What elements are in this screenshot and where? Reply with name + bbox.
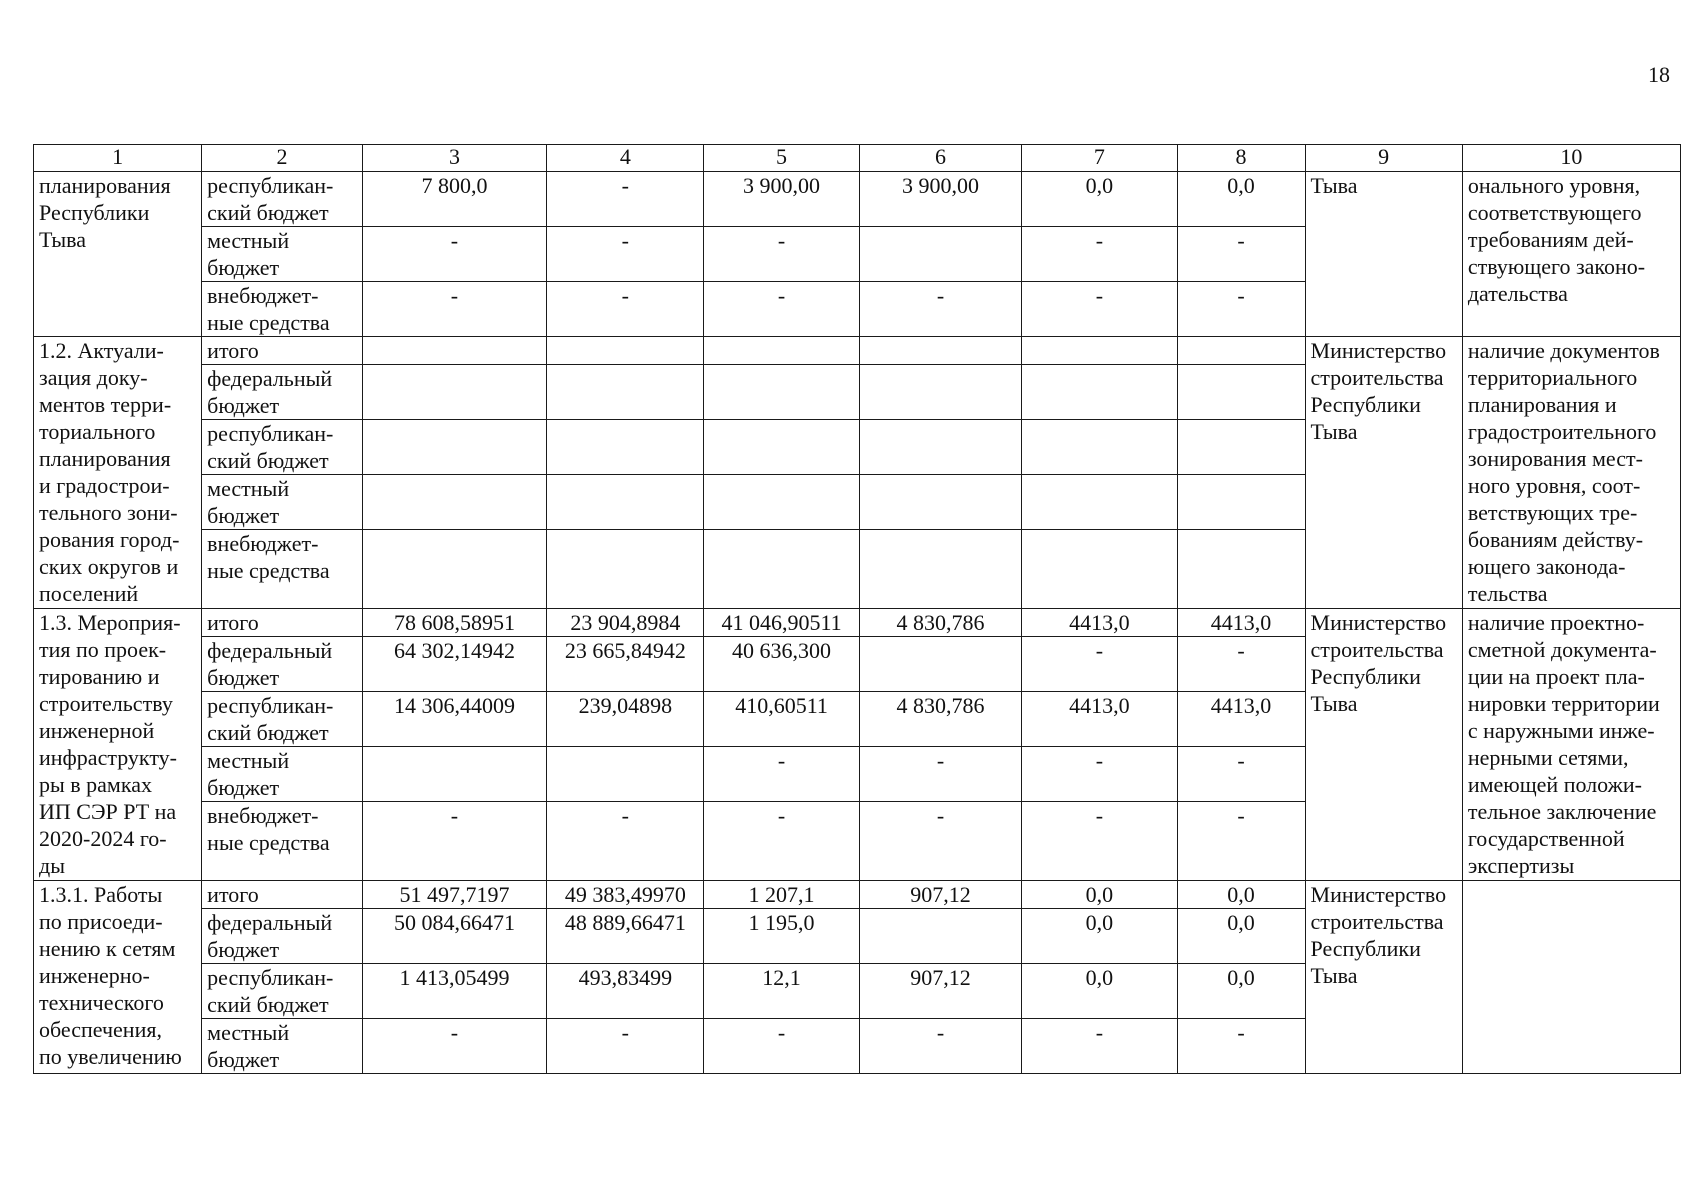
amount-cell: 4 830,786: [859, 609, 1022, 637]
table-row: [34, 881, 1681, 909]
amount-cell: -: [362, 1019, 546, 1074]
amount-cell: -: [1022, 637, 1177, 692]
table-body: [34, 145, 1681, 1074]
amount-cell: [859, 530, 1022, 609]
amount-cell: 0,0: [1022, 909, 1177, 964]
amount-cell: [859, 909, 1022, 964]
amount-cell: 0,0: [1022, 172, 1177, 227]
amount-cell: [859, 637, 1022, 692]
amount-cell: 41 046,90511: [704, 609, 859, 637]
amount-cell: 51 497,7197: [362, 881, 546, 909]
amount-cell: 23 904,8984: [547, 609, 704, 637]
funding-source-cell: внебюджет- ные средства: [202, 802, 363, 881]
amount-cell: [704, 530, 859, 609]
amount-cell: [1022, 420, 1177, 475]
amount-cell: [1177, 420, 1305, 475]
amount-cell: 64 302,14942: [362, 637, 546, 692]
funding-source-cell: федеральный бюджет: [202, 909, 363, 964]
amount-cell: -: [362, 802, 546, 881]
amount-cell: -: [704, 227, 859, 282]
amount-cell: -: [1177, 637, 1305, 692]
amount-cell: [362, 475, 546, 530]
amount-cell: -: [859, 1019, 1022, 1074]
amount-cell: -: [547, 802, 704, 881]
amount-cell: -: [1022, 282, 1177, 337]
amount-cell: -: [704, 802, 859, 881]
amount-cell: -: [1022, 802, 1177, 881]
amount-cell: 48 889,66471: [547, 909, 704, 964]
header-cell: 1: [34, 145, 202, 172]
amount-cell: 907,12: [859, 964, 1022, 1019]
amount-cell: [547, 337, 704, 365]
amount-cell: [362, 747, 546, 802]
amount-cell: -: [547, 282, 704, 337]
amount-cell: 14 306,44009: [362, 692, 546, 747]
amount-cell: [1022, 337, 1177, 365]
amount-cell: [704, 337, 859, 365]
header-cell: 7: [1022, 145, 1177, 172]
table-row: [34, 337, 1681, 365]
amount-cell: [859, 337, 1022, 365]
header-cell: 5: [704, 145, 859, 172]
amount-cell: 4413,0: [1022, 692, 1177, 747]
amount-cell: -: [547, 227, 704, 282]
funding-source-cell: местный бюджет: [202, 475, 363, 530]
amount-cell: -: [1177, 282, 1305, 337]
amount-cell: 4413,0: [1177, 609, 1305, 637]
amount-cell: -: [1177, 747, 1305, 802]
amount-cell: 3 900,00: [859, 172, 1022, 227]
amount-cell: -: [547, 1019, 704, 1074]
funding-source-cell: федеральный бюджет: [202, 365, 363, 420]
amount-cell: -: [1177, 1019, 1305, 1074]
funding-source-cell: республикан- ский бюджет: [202, 172, 363, 227]
amount-cell: -: [859, 747, 1022, 802]
amount-cell: 239,04898: [547, 692, 704, 747]
amount-cell: [1022, 475, 1177, 530]
amount-cell: [704, 475, 859, 530]
funding-source-cell: местный бюджет: [202, 227, 363, 282]
amount-cell: [704, 420, 859, 475]
amount-cell: [1177, 475, 1305, 530]
amount-cell: 907,12: [859, 881, 1022, 909]
amount-cell: [859, 420, 1022, 475]
amount-cell: [859, 475, 1022, 530]
result-cell: наличие проектно- сметной документа- ции на проект пла- нировки территории с наружными инже- нерными сетями, имеющей положи- тельное заключение государственной экспертизы: [1462, 609, 1680, 881]
amount-cell: -: [362, 227, 546, 282]
funding-source-cell: республикан- ский бюджет: [202, 420, 363, 475]
amount-cell: 78 608,58951: [362, 609, 546, 637]
amount-cell: [362, 337, 546, 365]
funding-source-cell: итого: [202, 337, 363, 365]
amount-cell: [547, 420, 704, 475]
amount-cell: 3 900,00: [704, 172, 859, 227]
amount-cell: 0,0: [1177, 909, 1305, 964]
amount-cell: 40 636,300: [704, 637, 859, 692]
header-cell: 9: [1305, 145, 1462, 172]
amount-cell: [362, 530, 546, 609]
amount-cell: [547, 475, 704, 530]
header-cell: 4: [547, 145, 704, 172]
executor-cell: Министерство строительства Республики Тыва: [1305, 881, 1462, 1074]
activity-name-cell: 1.3. Мероприя- тия по проек- тированию и строительству инженерной инфраструкту- ры в рамках ИП СЭР РТ на 2020-2024 го- ды: [34, 609, 202, 881]
amount-cell: -: [1177, 227, 1305, 282]
executor-cell: Министерство строительства Республики Тыва: [1305, 609, 1462, 881]
funding-source-cell: внебюджет- ные средства: [202, 530, 363, 609]
amount-cell: [1177, 365, 1305, 420]
funding-source-cell: местный бюджет: [202, 1019, 363, 1074]
amount-cell: [1177, 337, 1305, 365]
executor-cell: Тыва: [1305, 172, 1462, 337]
amount-cell: 0,0: [1022, 881, 1177, 909]
header-row: [34, 145, 1681, 172]
header-cell: 2: [202, 145, 363, 172]
amount-cell: -: [1022, 227, 1177, 282]
amount-cell: 50 084,66471: [362, 909, 546, 964]
amount-cell: -: [704, 747, 859, 802]
amount-cell: 0,0: [1177, 172, 1305, 227]
amount-cell: 410,60511: [704, 692, 859, 747]
amount-cell: [859, 227, 1022, 282]
amount-cell: -: [1022, 747, 1177, 802]
amount-cell: [1022, 530, 1177, 609]
amount-cell: 1 195,0: [704, 909, 859, 964]
amount-cell: [547, 530, 704, 609]
header-cell: 6: [859, 145, 1022, 172]
result-cell: наличие документов территориального планирования и градостроительного зонирования мест- ного уровня, соот- ветствующих тре- бованиям действу- ющего законода- тельства: [1462, 337, 1680, 609]
amount-cell: [362, 420, 546, 475]
amount-cell: 1 413,05499: [362, 964, 546, 1019]
funding-source-cell: республикан- ский бюджет: [202, 964, 363, 1019]
amount-cell: [704, 365, 859, 420]
amount-cell: -: [704, 282, 859, 337]
amount-cell: 0,0: [1177, 964, 1305, 1019]
amount-cell: 1 207,1: [704, 881, 859, 909]
amount-cell: -: [859, 802, 1022, 881]
header-cell: 3: [362, 145, 546, 172]
amount-cell: -: [547, 172, 704, 227]
amount-cell: [859, 365, 1022, 420]
funding-source-cell: местный бюджет: [202, 747, 363, 802]
amount-cell: [1022, 365, 1177, 420]
amount-cell: -: [859, 282, 1022, 337]
amount-cell: 23 665,84942: [547, 637, 704, 692]
amount-cell: [547, 747, 704, 802]
amount-cell: [1177, 530, 1305, 609]
amount-cell: 4 830,786: [859, 692, 1022, 747]
amount-cell: 4413,0: [1022, 609, 1177, 637]
amount-cell: 0,0: [1177, 881, 1305, 909]
amount-cell: 4413,0: [1177, 692, 1305, 747]
amount-cell: 493,83499: [547, 964, 704, 1019]
result-cell: [1462, 881, 1680, 1074]
header-cell: 8: [1177, 145, 1305, 172]
amount-cell: -: [1022, 1019, 1177, 1074]
amount-cell: [547, 365, 704, 420]
funding-source-cell: республикан- ский бюджет: [202, 692, 363, 747]
amount-cell: 0,0: [1022, 964, 1177, 1019]
amount-cell: 49 383,49970: [547, 881, 704, 909]
funding-source-cell: итого: [202, 881, 363, 909]
amount-cell: [362, 365, 546, 420]
funding-source-cell: внебюджет- ные средства: [202, 282, 363, 337]
amount-cell: 12,1: [704, 964, 859, 1019]
amount-cell: -: [704, 1019, 859, 1074]
amount-cell: 7 800,0: [362, 172, 546, 227]
amount-cell: -: [1177, 802, 1305, 881]
page-number: 18: [1648, 62, 1670, 87]
activity-name-cell: 1.2. Актуали- зация доку- ментов терри- ториального планирования и градострои- тельного зони- рования город- ских округов и поселений: [34, 337, 202, 609]
activity-name-cell: планирования Республики Тыва: [34, 172, 202, 337]
header-cell: 10: [1462, 145, 1680, 172]
executor-cell: Министерство строительства Республики Тыва: [1305, 337, 1462, 609]
activity-name-cell: 1.3.1. Работы по присоеди- нению к сетям инженерно- технического обеспечения, по увеличению: [34, 881, 202, 1074]
table-row: [34, 172, 1681, 227]
budget-table: [33, 144, 1681, 1074]
funding-source-cell: итого: [202, 609, 363, 637]
funding-source-cell: федеральный бюджет: [202, 637, 363, 692]
amount-cell: -: [362, 282, 546, 337]
result-cell: онального уровня, соответствующего требованиям дей- ствующего законо- дательства: [1462, 172, 1680, 337]
table-row: [34, 609, 1681, 637]
